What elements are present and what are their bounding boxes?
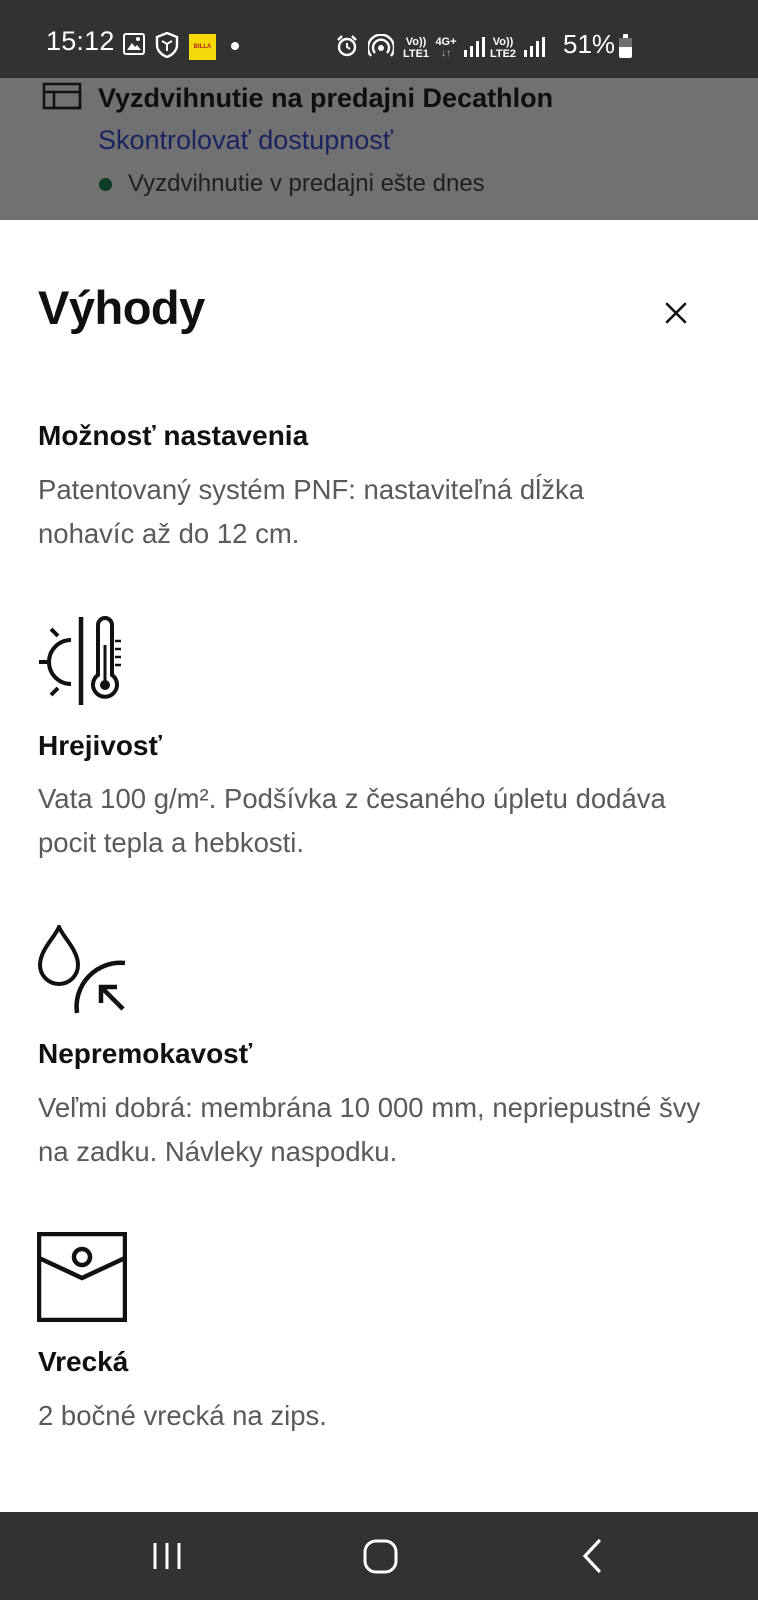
- battery-percent: 51%: [563, 29, 616, 59]
- pickup-status: Vyzdvihnutie v predajni ešte dnes: [128, 170, 485, 197]
- network-1-bottom: LTE1: [402, 48, 430, 60]
- status-time: 15:12: [46, 26, 115, 56]
- status-bar: [0, 0, 758, 78]
- home-icon[interactable]: [361, 1534, 401, 1578]
- recent-apps-icon[interactable]: [150, 1534, 186, 1578]
- network-2-bottom: LTE2: [489, 48, 517, 60]
- waterdrop-repel-icon: [37, 925, 127, 1015]
- back-icon[interactable]: [578, 1534, 608, 1578]
- store-icon: [42, 82, 82, 110]
- network-1: [402, 36, 430, 60]
- battery-icon: [619, 38, 632, 58]
- thermometer-sun-icon: [37, 615, 127, 705]
- store-title: Vyzdvihnutie na predajni Decathlon: [98, 83, 554, 113]
- data-arrows-icon: ↓↑: [441, 48, 451, 59]
- check-availability-link[interactable]: Skontrolovať dostupnosť: [98, 125, 393, 155]
- alarm-icon: [336, 35, 358, 57]
- close-icon[interactable]: [658, 295, 694, 331]
- sheet-title: Výhody: [38, 281, 205, 334]
- benefit-desc-warmth: Vata 100 g/m². Podšívka z česaného úpletu dodáva pocit tepla a hebkosti.: [38, 783, 666, 858]
- notification-dot: [231, 42, 239, 50]
- billa-app-icon: [189, 34, 216, 60]
- pocket-icon: [37, 1232, 127, 1322]
- gallery-icon: [123, 33, 145, 55]
- benefit-desc-waterproofing: Veľmi dobrá: membrána 10 000 mm, nepriepustné švy na zadku. Návleky naspodku.: [38, 1092, 701, 1167]
- shield-icon: [155, 32, 179, 58]
- network-1-top: Vo)): [405, 36, 427, 48]
- benefit-desc-adjustability: Patentovaný systém PNF: nastaviteľná dĺžka nohavíc až do 12 cm.: [38, 474, 585, 549]
- network-type: [432, 36, 460, 60]
- benefit-title-pockets: Vrecká: [38, 1346, 129, 1377]
- benefit-title-adjustability: Možnosť nastavenia: [38, 420, 309, 451]
- hotspot-icon: [368, 34, 394, 58]
- billa-label: BILLA: [193, 44, 212, 50]
- network-2: [487, 36, 519, 60]
- network-type-label: 4G+: [435, 36, 457, 48]
- benefit-title-warmth: Hrejivosť: [38, 730, 162, 761]
- signal-icon-2: [523, 36, 545, 58]
- status-dot: [99, 178, 112, 191]
- benefit-title-waterproofing: Nepremokavosť: [38, 1038, 253, 1069]
- benefit-desc-pockets: 2 bočné vrecká na zips.: [38, 1400, 327, 1431]
- network-2-top: Vo)): [492, 36, 514, 48]
- signal-icon: [463, 36, 485, 58]
- benefits-sheet: [0, 220, 758, 1512]
- navigation-bar: [0, 1512, 758, 1600]
